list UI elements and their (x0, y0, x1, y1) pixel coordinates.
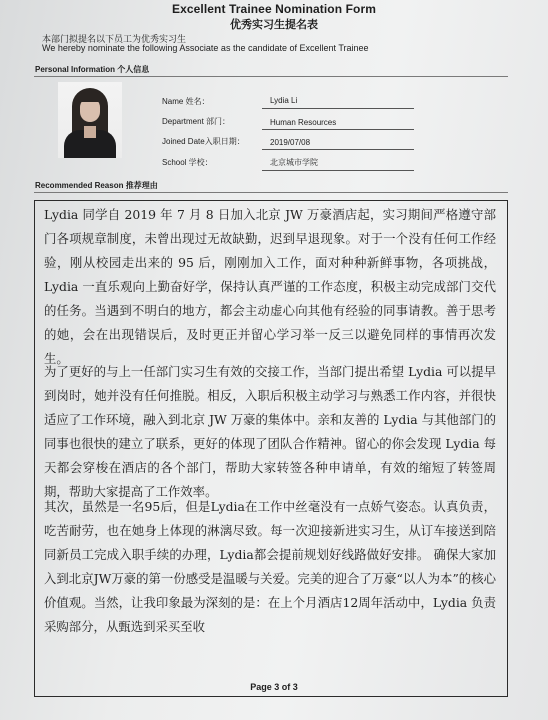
reason-paragraph-2: 为了更好的与上一任部门实习生有效的交接工作，当部门提出希望 Lydia 可以提早到岗时，她并没有任何推脱。相反，入职后积极主动学习与熟悉工作内容，并很快适应了工作环境，融入到北京 JW 万豪的集体中。亲和友善的 Lydia 与其他部门的同事也很快的建立了联系，更好的体现了团队合作精神。留心的你会发现 Lydia 每天都会穿梭在酒店的各个部门，帮助大家转签各种申请单，有效的缩短了转签周期，帮助大家提高了工作效率。 (44, 364, 496, 499)
name-label: Name 姓名： (162, 97, 210, 106)
reason-paragraph-1: Lydia 同学自 2019 年 7 月 8 日加入北京 JW 万豪酒店起，实习期间严格遵守部门各项规章制度，未曾出现过无故缺勤，迟到早退现象。对于一个没有任何工作经验，刚从校园走出来的 95 后，刚刚加入工作，面对种种新鲜事物，各项挑战，Lydia 一直乐观向上勤奋好学，保持认真严谨的工作态度，积极主动完成部门交代的任务。当遇到不明白的地方，都会主动虚心向其他有经验的同事请教。善于思考的她，会在出现错误后，及时更正并留心学习举一反三以避免同样的事情再次发生。 (44, 207, 496, 366)
department-underline (262, 129, 414, 130)
joined-date-underline (262, 149, 414, 150)
candidate-photo (58, 82, 122, 158)
intro-text-en: We hereby nominate the following Associate as the candidate of Excellent Trainee (42, 43, 369, 53)
school-underline (262, 170, 414, 171)
intro-text-cn: 本部门拟提名以下员工为优秀实习生 (42, 34, 187, 44)
department-label: Department 部门： (162, 117, 231, 126)
name-value: Lydia Li (270, 96, 298, 105)
school-label: School 学校： (162, 158, 213, 167)
personal-info-divider (34, 76, 508, 77)
reason-divider (34, 192, 508, 193)
form-title-en: Excellent Trainee Nomination Form (171, 2, 376, 16)
recommended-reason-heading: Recommended Reason 推荐理由 (35, 181, 158, 190)
joined-date-value: 2019/07/08 (270, 138, 311, 147)
reason-paragraph-3: 其次，虽然是一名95后，但是Lydia在工作中丝毫没有一点娇气姿态。认真负责，吃苦耐劳，也在她身上体现的淋漓尽致。每一次迎接新进实习生，从订车接送到陪同新员工完成入职手续的办理，Lydia都会提前规划好线路做好安排。 确保大家加入到北京JW万豪的第一份感受是温暖与关爱。完美的迎合了万豪“以人为本”的核心价值观。当然，让我印象最为深刻的是：在上个月酒店12周年活动中，Lydia 负责采购部分，从甄选到采买至收 (44, 499, 496, 634)
name-underline (262, 108, 414, 109)
photo-neck (84, 126, 96, 138)
department-value: Human Resources (270, 118, 337, 127)
photo-bangs (78, 92, 102, 102)
page-number: Page 3 of 3 (250, 682, 298, 692)
personal-info-heading: Personal Information 个人信息 (35, 65, 150, 74)
school-value: 北京城市学院 (270, 158, 318, 167)
form-title-cn: 优秀实习生提名表 (230, 19, 318, 31)
joined-date-label: Joined Date入职日期： (162, 137, 245, 146)
